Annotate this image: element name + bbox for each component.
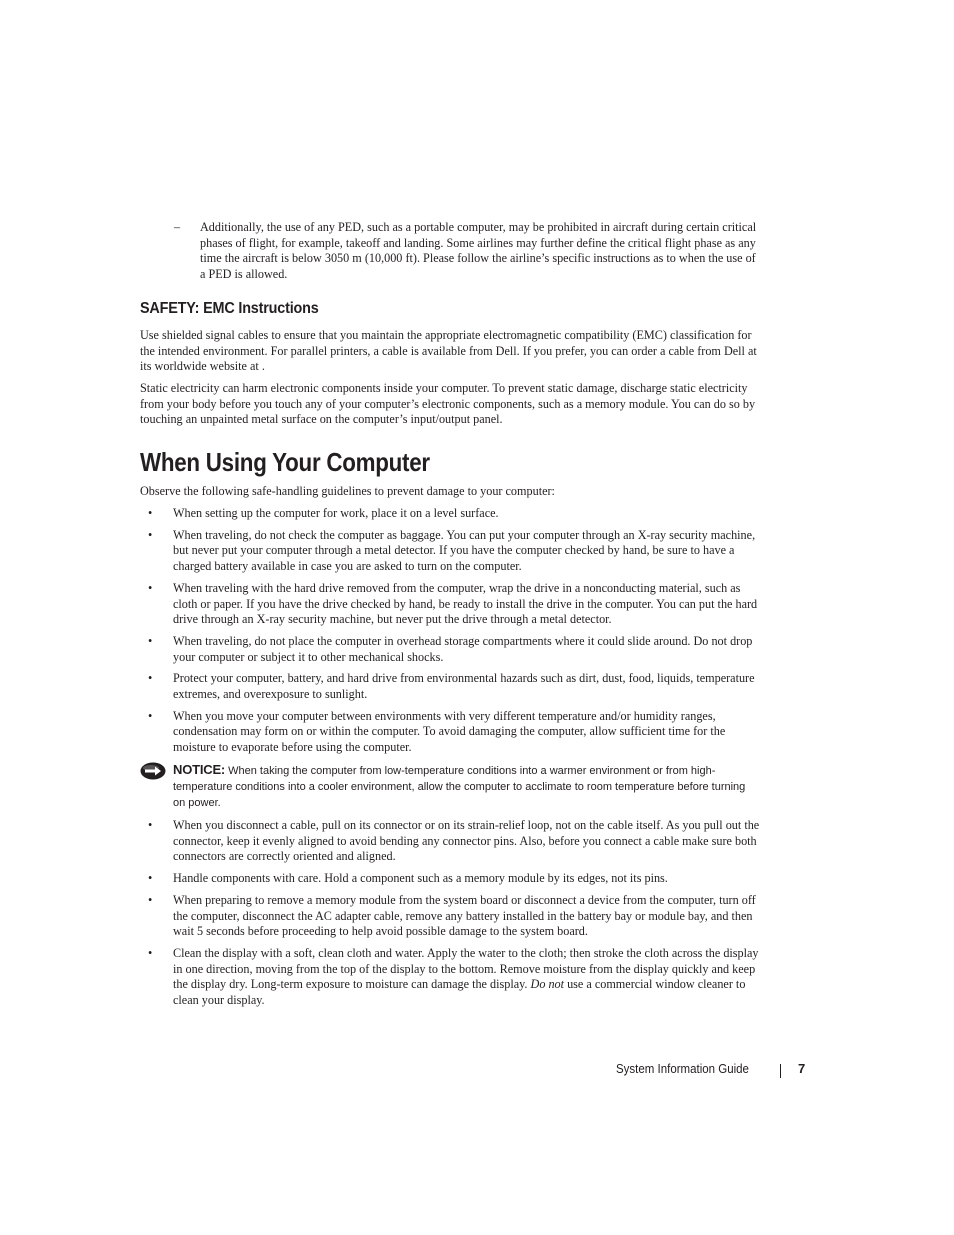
- list-item-text: When you move your computer between environments with very different temperature and/or humidity ranges, condensation may form on or within the computer. To avoid damaging the computer, allow sufficient time for the moisture to evaporate before using the computer.: [173, 708, 726, 755]
- list-item-text: When traveling with the hard drive removed from the computer, wrap the drive in a nonconducting material, such as cloth or paper. If you have the drive checked by hand, be ready to install the drive in the computer. You can put the hard drive through an X-ray security machine, but never put the drive through a metal detector.: [173, 580, 758, 627]
- notice-text: When taking the computer from low-temperature conditions into a warmer environment or from high-temperature conditions into a cooler environment, allow the computer to acclimate to room temperature before turning on power.: [173, 765, 746, 809]
- notice-arrow-icon: [140, 762, 166, 780]
- emphasis-text: Do not: [530, 977, 565, 992]
- list-item-text: When traveling, do not check the computer as baggage. You can put your computer through an X-ray security machine, but never put your computer through a metal detector. If you have the computer checked by hand, be sure to have a charged battery available in case you are asked to turn on the computer.: [173, 527, 756, 574]
- notice-text-block: [173, 762, 760, 811]
- list-item: [148, 818, 760, 865]
- list-item-text: Handle components with care. Hold a component such as a memory module by its edges, not its pins.: [173, 871, 668, 886]
- list-item-text: When setting up the computer for work, place it on a level surface.: [173, 506, 499, 520]
- list-item: [148, 581, 760, 628]
- bullet-dot: •: [148, 818, 153, 832]
- list-item: [148, 893, 760, 940]
- page-number: 7: [798, 1061, 806, 1076]
- dash-marker: –: [174, 220, 181, 234]
- list-item: [148, 709, 760, 756]
- emc-paragraph-2: Static electricity can harm electronic components inside your computer. To prevent static damage, discharge static electricity from your body before you touch any of your computer’s electronic components, such as a memory module. You can do so by touching an unpainted metal surface on the computer’s input/output panel.: [140, 381, 756, 427]
- list-item: [148, 528, 760, 575]
- dash-list-item: [174, 220, 759, 283]
- bullet-dot: •: [148, 892, 153, 907]
- list-item-text: Clean the display with a soft, clean cloth and water. Apply the water to the cloth; then stroke the cloth across the display in one direction, moving from the top of the display to the bottom. Remove moisture from the display quickly and keep the display dry. Long-term exposure to moisture can damage the display.: [173, 945, 759, 992]
- list-item: [148, 671, 760, 702]
- bullet-dot: •: [148, 580, 153, 595]
- list-item: [148, 946, 760, 1009]
- intro-paragraph: Observe the following safe-handling guidelines to prevent damage to your computer:: [140, 484, 555, 498]
- bullet-dot: •: [148, 708, 153, 723]
- list-item-text: When preparing to remove a memory module from the system board or disconnect a device from the computer, turn off the computer, disconnect the AC adapter cable, remove any battery installed in the battery bay or module bay, and then wait 5 seconds before proceeding to help avoid possible damage to the system board.: [173, 892, 756, 939]
- bullet-dot: •: [148, 945, 153, 960]
- bullet-dot: •: [148, 506, 153, 520]
- bullet-dot: •: [148, 527, 153, 542]
- bullet-dot: •: [148, 871, 153, 886]
- list-item: [148, 634, 760, 665]
- bullet-dot: •: [148, 633, 153, 648]
- notice-label: NOTICE:: [173, 762, 226, 777]
- notice-box: [140, 762, 760, 811]
- dash-item-text: Additionally, the use of any PED, such as a portable computer, may be prohibited in aircraft during certain critical phases of flight, for example, takeoff and landing. Some airlines may further define the critical flight phase as any time the aircraft is below 3050 m (10,000 ft). Please follow the airline’s specific instructions as to when the use of a PED is allowed.: [200, 220, 757, 282]
- list-item: [148, 871, 760, 887]
- list-item-text-end: use a commercial window cleaner to clean your display.: [173, 977, 746, 1008]
- footer-divider: [780, 1064, 781, 1078]
- list-item-text: When you disconnect a cable, pull on its connector or on its strain-relief loop, not on the cable itself. As you pull out the connector, keep it evenly aligned to avoid bending any connector pins. Also, before you connect a cable make sure both connectors are correctly oriented and aligned.: [173, 818, 760, 864]
- guidelines-list-a: [148, 506, 760, 762]
- emc-heading: SAFETY: EMC Instructions: [140, 300, 319, 317]
- footer-guide-title: System Information Guide: [616, 1062, 749, 1076]
- list-item: [148, 506, 760, 522]
- list-item-text: When traveling, do not place the computer in overhead storage compartments where it could slide around. Do not drop your computer or subject it to other mechanical shocks.: [173, 633, 753, 664]
- bullet-dot: •: [148, 671, 153, 686]
- emc-paragraph-1: Use shielded signal cables to ensure that you maintain the appropriate electromagnetic compatibility (EMC) classification for the intended environment. For parallel printers, a cable is available from Dell. If you prefer, you can order a cable from Dell at its worldwide website at .: [140, 328, 757, 374]
- guidelines-list-b: [148, 818, 760, 1015]
- list-item-text: Protect your computer, battery, and hard drive from environmental hazards such as dirt, dust, food, liquids, temperature extremes, and overexposure to sunlight.: [173, 671, 755, 702]
- section-title: When Using Your Computer: [140, 447, 430, 477]
